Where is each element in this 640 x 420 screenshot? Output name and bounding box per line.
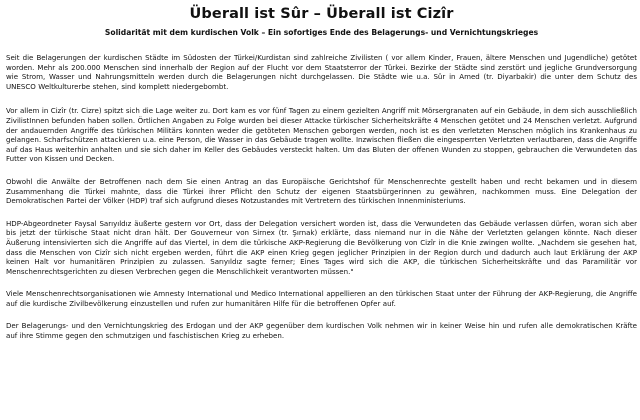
paragraph-hdp-statement: HDP-Abgeordneter Faysal Sarıyıldız äußerte gestern vor Ort, dass der Delegation versichert worden ist, dass die Verwundeten das Gebäude verlassen dürfen, woran sich aber bis jetzt der türkische Staat nicht dran hält. Der Gouverneur von Sirnex (tr. Şırnak) erklärte, dass niemand nur in die Nähe der Verletzten gelangen könnte. Nach dieser Äußerung intensivierten sich die Angriffe auf das Viertel, in dem die türkische AKP-Regierung die Bevölkerung von Cizîr in die Knie zwingen wollte. „Nachdem sie gesehen hat, dass die Menschen von Cizîr sich nicht ergeben werden, führt die AKP einen Krieg gegen jeglicher Prinzipien in der Region durch und dadurch auch laut Erklärung der AKP keinen Halt vor humanitären Prinzipien zu zulassen. Sarıyıldız sagte ferner; Eines Tages wird sich die AKP, die türkischen Sicherheitskräfte und das Paramilitär vor Menschenrechtsgerichten zu diesen Verbrechen gegen die Menschlichkeit verantworten müssen." <box>6 218 637 276</box>
paragraph-siege-overview: Seit die Belagerungen der kurdischen Städte im Südosten der Türkei/Kurdistan sind zahlreiche Zivilisten ( vor allem Kinder, Frauen, ältere Menschen und Jugendliche) getötet worden. Mehr als 200.000 Menschen sind innerhalb der Region auf der Flucht vor dem Staatsterror der Türkei. Bezirke der Städte sind zerstört und jegliche Grundversorgung wie Strom, Wasser und Nahrungsmitteln werden durch die Belagerungen nicht durchgelassen. Die Städte wie u.a. Sûr in Amed (tr. Diyarbakir) die unter dem Schutz des UNESCO Weltkulturerbe stehen, sind komplett niedergebombt. <box>6 53 637 91</box>
paragraph-cizir-attack: Vor allem in Cizîr (tr. Cizre) spitzt sich die Lage weiter zu. Dort kam es vor fünf Tagen zu einem gezielten Angriff mit Mörsergranaten auf ein Gebäude, in dem sich ausschließlich ZivilistInnen befunden haben sollen. Örtlichen Angaben zu Folge wurden bei dieser Attacke türkischer Sicherheitskräfte 4 Menschen getötet und 24 Menschen verletzt. Aufgrund der andauernden Angriffe des türkischen Militärs konnten weder die getöteten Menschen geborgen werden, noch ist es den verletzten Menschen möglich ins Krankenhaus zu gelangen. Scharfschützen attackieren u.a. eine Person, die Wasser in das Gebäude tragen wollte. Inzwischen fließen die eingesperrten Verletzten verlautbaren, dass die Angriffe auf das Haus weiterhin anhalten und sie sich daher im Keller des Gebäudes versteckt halten. Um das Bluten der offenen Wunden zu stoppen, gebrauchen die Verwundeten das Futter von Kissen und Decken. <box>6 106 637 164</box>
paragraph-call-to-action: Der Belagerungs- und den Vernichtungskrieg des Erdogan und der AKP gegenüber dem kurdischen Volk nehmen wir in keiner Weise hin und rufen alle demokratischen Kräfte auf ihre Stimme gegen den schmutzigen und faschistischen Krieg zu erheben. <box>6 321 637 341</box>
document-title: Überall ist Sûr – Überall ist Cizîr <box>189 6 454 22</box>
paragraph-legal-appeal: Obwohl die Anwälte der Betroffenen nach dem Sie einen Antrag an das Europäische Gerichtshof für Menschenrechte gestellt haben und recht bekamen und in diesem Zusammenhang die Türkei mahnte, dass die Türkei ihrer Pflicht den Schutz der eigenen Staatsbürgerinnen zu gewähren, nachkommen muss. Eine Delegation der Demokratischen Partei der Völker (HDP) traf sich aufgrund dieses Notzustandes mit Vertretern des türkischen Innenministeriums. <box>6 176 637 206</box>
paragraph-human-rights-organizations: Viele Menschenrechtsorganisationen wie Amnesty International und Medico International appellieren an den türkischen Staat unter der Führung der AKP-Regierung, die Angriffe auf die kurdische Zivilbevölkerung einzustellen und rufen zur humanitären Hilfe für die betroffenen Opfer auf. <box>6 289 637 308</box>
document-subtitle: Solidarität mit dem kurdischen Volk – Ein sofortiges Ende des Belagerungs- und Vernichtungskrieges <box>104 28 539 37</box>
